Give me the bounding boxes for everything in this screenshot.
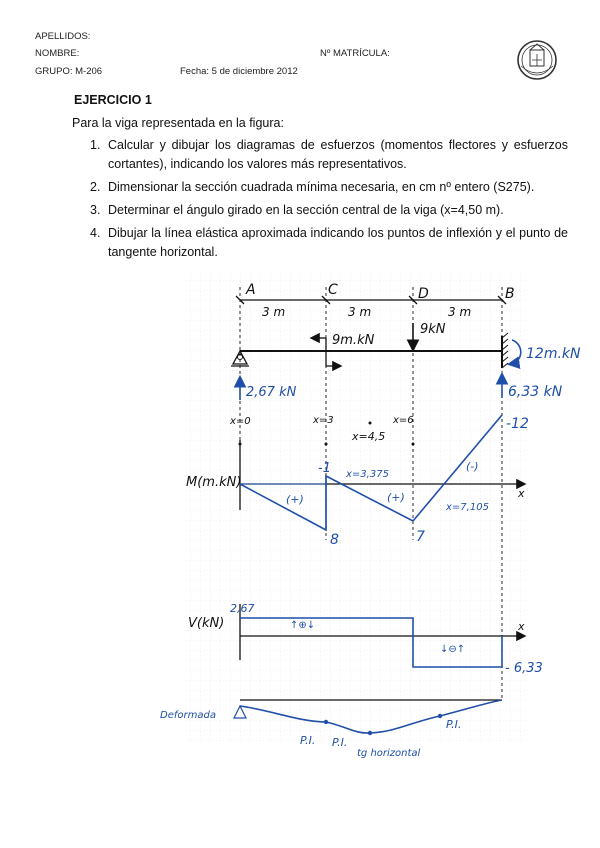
question-number: 1. <box>90 138 101 152</box>
moment-sign-1: (+) <box>286 493 304 506</box>
nombre-label: NOMBRE: <box>35 48 80 59</box>
moment-value-at-d: 7 <box>416 529 425 545</box>
x-mark-0: x=0 <box>230 416 251 427</box>
question-text: Determinar el ángulo girado en la sección central de la viga (x=4,50 m). <box>108 203 504 217</box>
shear-axis-label: V(kN) <box>188 616 225 631</box>
moment-axis-label: M(m.kN) <box>186 475 242 490</box>
moment-load-label: 9m.kN <box>332 333 375 348</box>
point-label-a: A <box>246 282 256 298</box>
moment-value-at-b: -12 <box>506 416 529 432</box>
span-label-ac: 3 m <box>262 305 286 319</box>
point-label-b: B <box>505 286 515 302</box>
question-number: 4. <box>90 226 101 240</box>
deformed-label: Deformada <box>160 710 216 721</box>
matricula-label: Nº MATRÍCULA: <box>320 48 390 59</box>
shear-sign-right: ↓⊖↑ <box>440 644 466 655</box>
apellidos-label: APELLIDOS: <box>35 31 91 42</box>
question-number: 3. <box>90 203 101 217</box>
shear-axis-x: x <box>518 620 525 633</box>
reaction-a-label: 2,67 kN <box>246 385 297 400</box>
fecha-label: Fecha: 5 de diciembre 2012 <box>180 66 298 77</box>
exercise-intro: Para la viga representada en la figura: <box>72 116 284 130</box>
shear-value-right: - 6,33 <box>505 661 543 676</box>
point-label-d: D <box>418 286 429 302</box>
x-mark-45: x=4,5 <box>352 430 386 443</box>
reaction-b-label: 6,33 kN <box>508 384 563 400</box>
question-text: Dimensionar la sección cuadrada mínima necesaria, en cm nº entero (S275). <box>108 180 535 194</box>
exercise-title: EJERCICIO 1 <box>74 93 152 107</box>
shear-sign-left: ↑⊕↓ <box>290 620 316 631</box>
point-label-c: C <box>328 282 338 298</box>
moment-axis-x: x <box>518 487 525 500</box>
question-text: Dibujar la línea elástica aproximada indicando los puntos de inflexión y el punto de tangente horizontal. <box>108 226 568 259</box>
moment-value-jump-top: -1 <box>318 461 331 476</box>
span-label-cd: 3 m <box>348 305 372 319</box>
moment-value-jump-bottom: 8 <box>330 532 339 548</box>
question-text: Calcular y dibujar los diagramas de esfuerzos (momentos flectores y esfuerzos cortantes), indicando los valores más representativos. <box>108 138 568 171</box>
deformed-pi-1: P.I. <box>300 734 316 747</box>
moment-sign-2: (+) <box>387 491 405 504</box>
moment-zero-1: x=3,375 <box>346 469 389 480</box>
deformed-tg-horizontal: tg horizontal <box>357 748 421 759</box>
x-mark-6: x=6 <box>393 415 414 426</box>
moment-zero-2: x=7,105 <box>446 502 489 513</box>
deformed-pi-2: P.I. <box>332 736 348 749</box>
grupo-label: GRUPO: M-206 <box>35 66 103 77</box>
deformed-pi-3: P.I. <box>446 718 462 731</box>
x-mark-3: x=3 <box>313 415 334 426</box>
question-number: 2. <box>90 180 101 194</box>
point-load-label: 9kN <box>420 322 446 337</box>
span-label-db: 3 m <box>448 305 472 319</box>
shear-value-left: 2,67 <box>230 602 255 615</box>
moment-sign-3: (-) <box>466 460 479 473</box>
wall-moment-label: 12m.kN <box>526 346 581 362</box>
